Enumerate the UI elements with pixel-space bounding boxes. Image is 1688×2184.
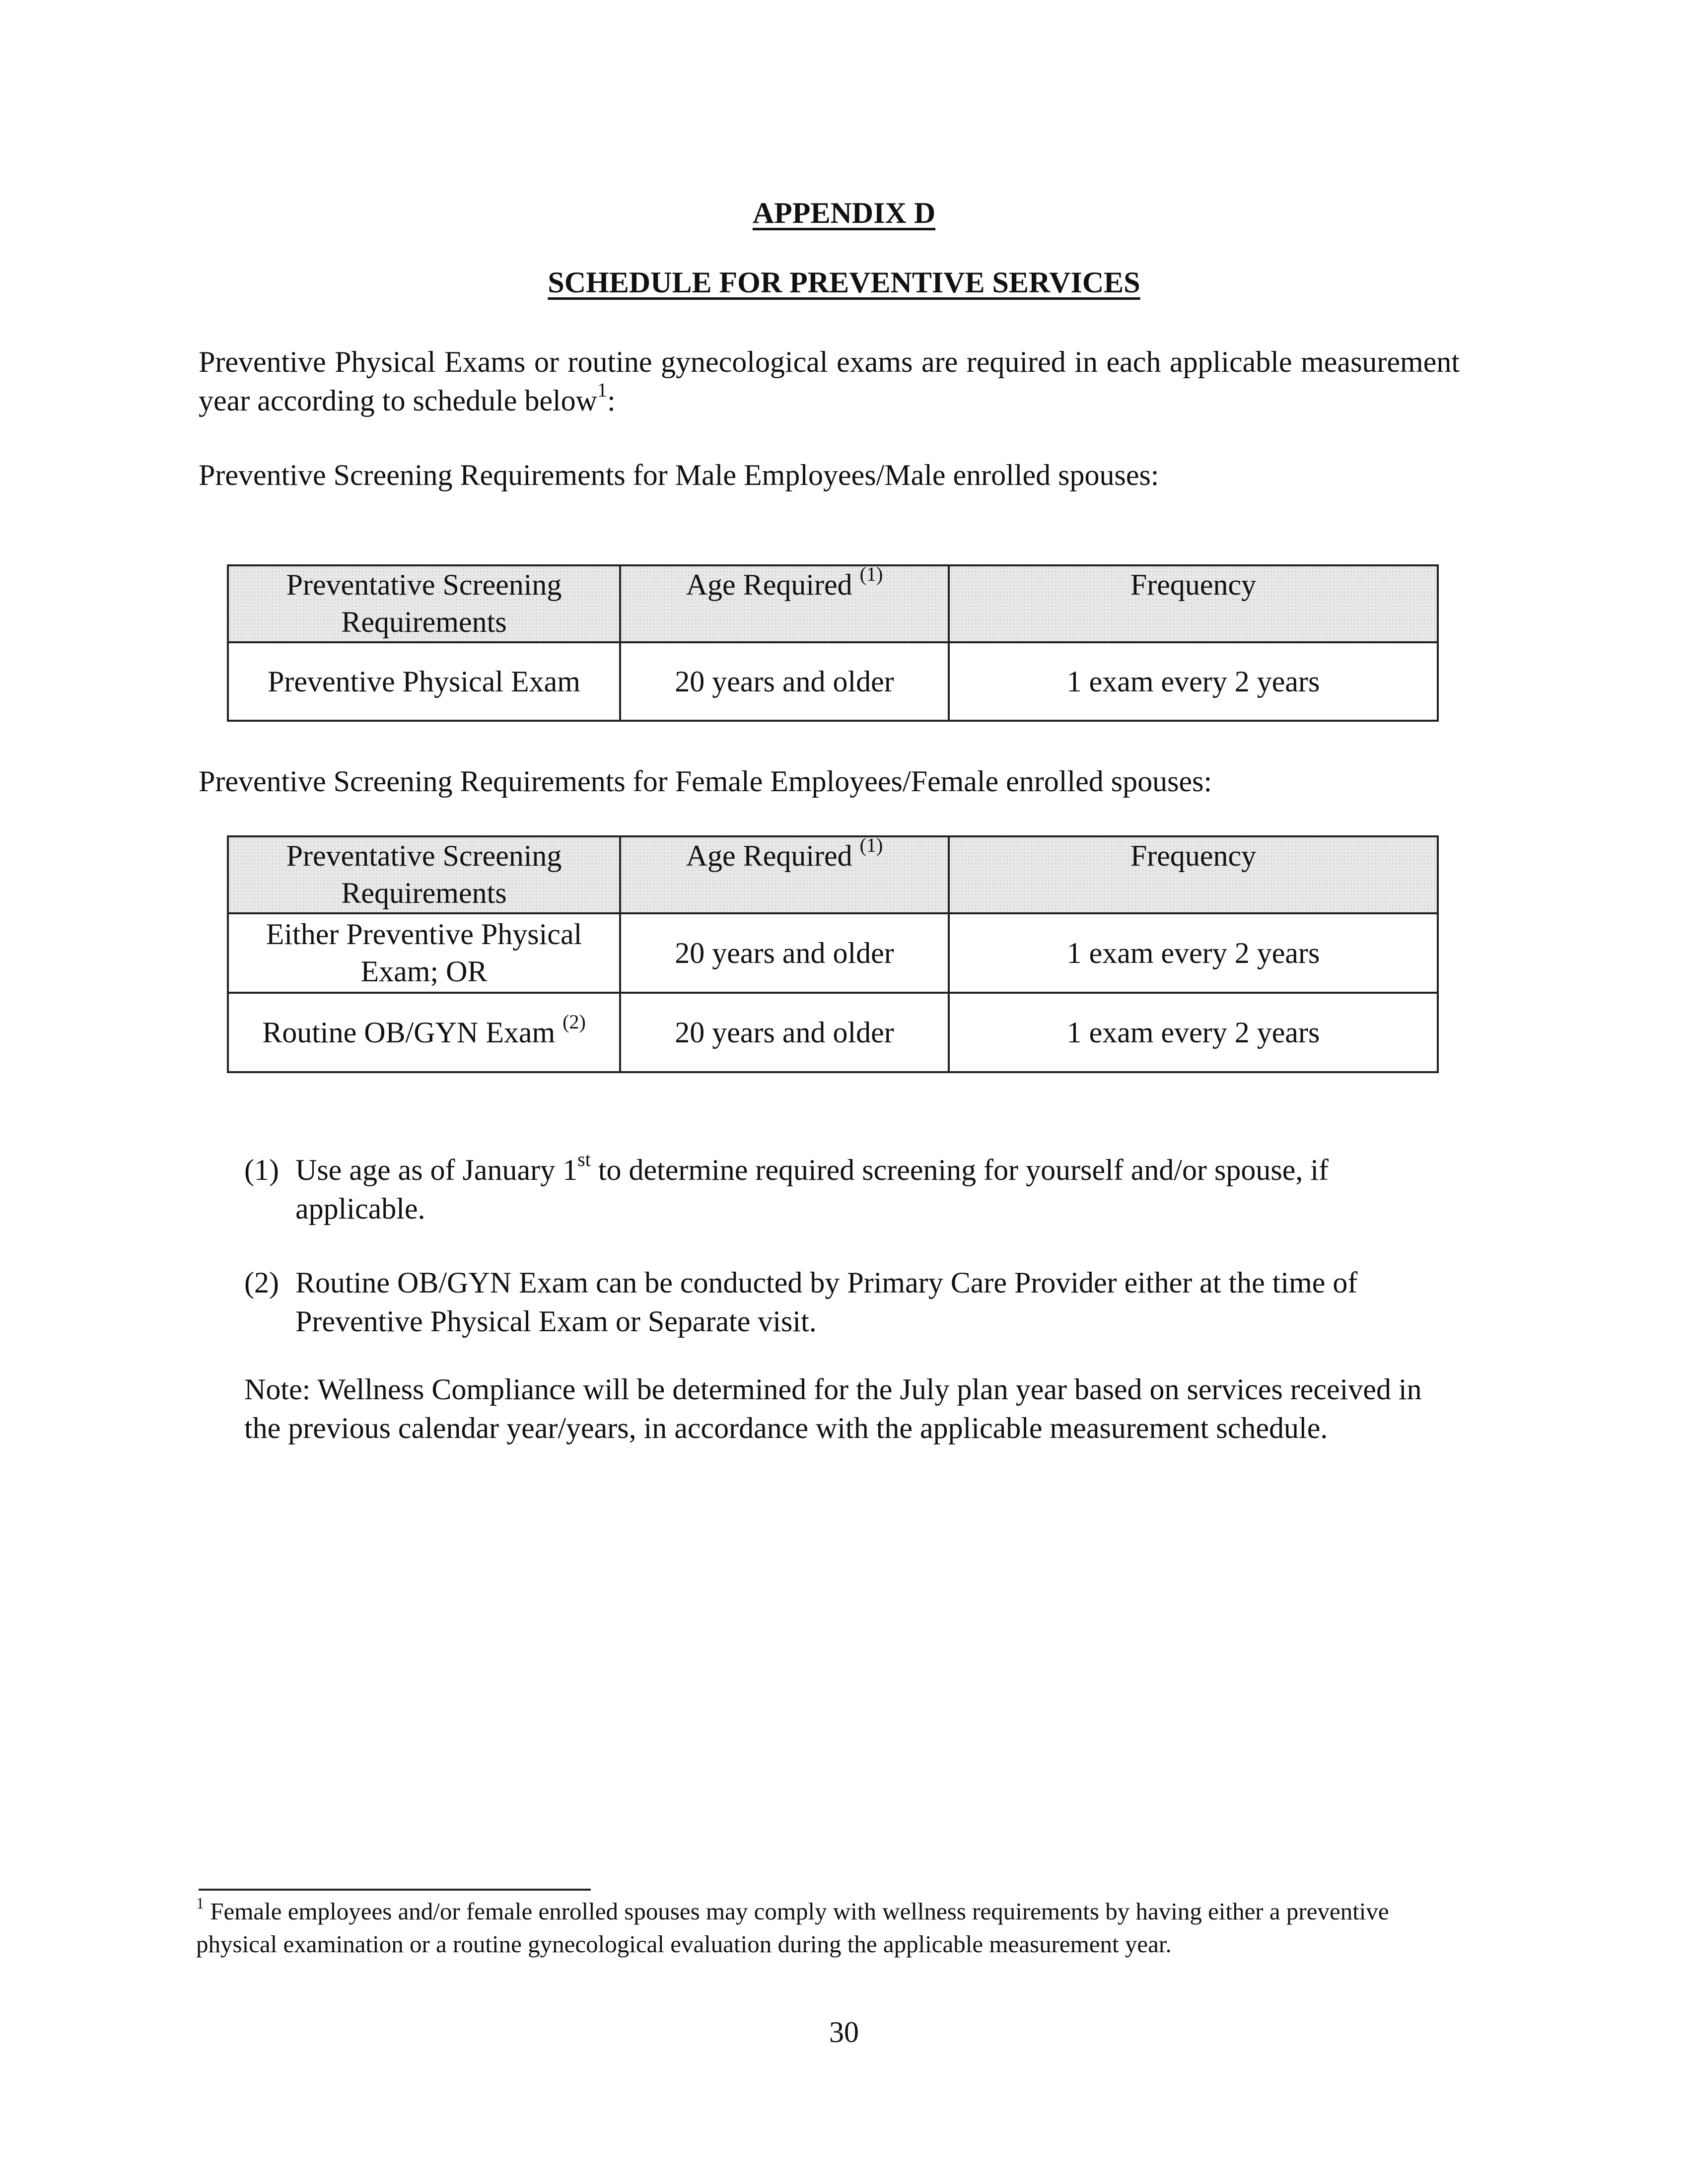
note-1-text xyxy=(295,1148,1462,1228)
schedule-title: SCHEDULE FOR PREVENTIVE SERVICES xyxy=(548,266,1140,299)
header-age-label: Age Required xyxy=(686,568,852,601)
note-2-text: Routine OB/GYN Exam can be conducted by Primary Care Provider either at the time of Preventive Physical Exam or Separate visit. xyxy=(295,1266,1358,1338)
header-age-ref: (1) xyxy=(859,834,883,856)
female-section-caption: Preventive Screening Requirements for Female Employees/Female enrolled spouses: xyxy=(199,765,1212,798)
appendix-title: APPENDIX D xyxy=(752,197,936,229)
intro-suffix: : xyxy=(607,384,616,417)
header-age-label: Age Required xyxy=(686,839,852,872)
cell-frequency: 1 exam every 2 years xyxy=(949,913,1438,993)
cell-age: 20 years and older xyxy=(620,993,949,1072)
male-section-caption: Preventive Screening Requirements for Male Employees/Male enrolled spouses: xyxy=(199,459,1159,491)
header-cell-age xyxy=(620,836,949,913)
intro-footnote-ref: 1 xyxy=(597,379,607,401)
note-1-text-after: to determine required screening for yourself and/or spouse, if applicable. xyxy=(295,1154,1329,1225)
footnote xyxy=(196,1895,1467,1961)
cell-frequency: 1 exam every 2 years xyxy=(949,642,1438,721)
cell-age: 20 years and older xyxy=(620,642,949,721)
cell-requirement xyxy=(228,993,620,1072)
female-screening-table xyxy=(227,835,1439,1073)
compliance-note: Note: Wellness Compliance will be determined for the July plan year based on services received in the previous calendar year/years, in accordance with the applicable measurement schedule. xyxy=(244,1373,1422,1444)
note-1-text-before: Use age as of January 1 xyxy=(295,1154,578,1186)
cell-requirement-text: Routine OB/GYN Exam xyxy=(262,1016,556,1049)
note-2-number: (2) xyxy=(244,1266,279,1299)
male-screening-table xyxy=(227,564,1439,722)
header-cell-frequency: Frequency xyxy=(949,836,1438,913)
header-cell-frequency: Frequency xyxy=(949,565,1438,642)
table-row xyxy=(228,913,1438,993)
table-row xyxy=(228,993,1438,1072)
cell-requirement: Either Preventive Physical Exam; OR xyxy=(228,913,620,993)
footnote-divider xyxy=(199,1889,591,1891)
note-1-sup: st xyxy=(577,1148,591,1170)
header-age-ref: (1) xyxy=(859,563,883,585)
header-cell-requirements: Preventative Screening Requirements xyxy=(228,836,620,913)
table-row xyxy=(228,642,1438,721)
note-1-number: (1) xyxy=(244,1154,279,1186)
footnote-text: Female employees and/or female enrolled spouses may comply with wellness requirements by having either a preventive physical examination or a routine gynecological evaluation during the applicable measurement year. xyxy=(196,1898,1389,1958)
intro-text: Preventive Physical Exams or routine gynecological exams are required in each applicable measurement year according to schedule below xyxy=(199,345,1460,417)
cell-frequency: 1 exam every 2 years xyxy=(949,993,1438,1072)
cell-requirement: Preventive Physical Exam xyxy=(228,642,620,721)
header-cell-age xyxy=(620,565,949,642)
table-header-row xyxy=(228,565,1438,642)
header-cell-requirements: Preventative Screening Requirements xyxy=(228,565,620,642)
cell-requirement-ref: (2) xyxy=(563,1010,586,1033)
footnote-marker: 1 xyxy=(196,1894,204,1912)
cell-age: 20 years and older xyxy=(620,913,949,993)
table-header-row xyxy=(228,836,1438,913)
page-number: 30 xyxy=(829,2016,859,2048)
intro-paragraph xyxy=(199,342,1460,420)
